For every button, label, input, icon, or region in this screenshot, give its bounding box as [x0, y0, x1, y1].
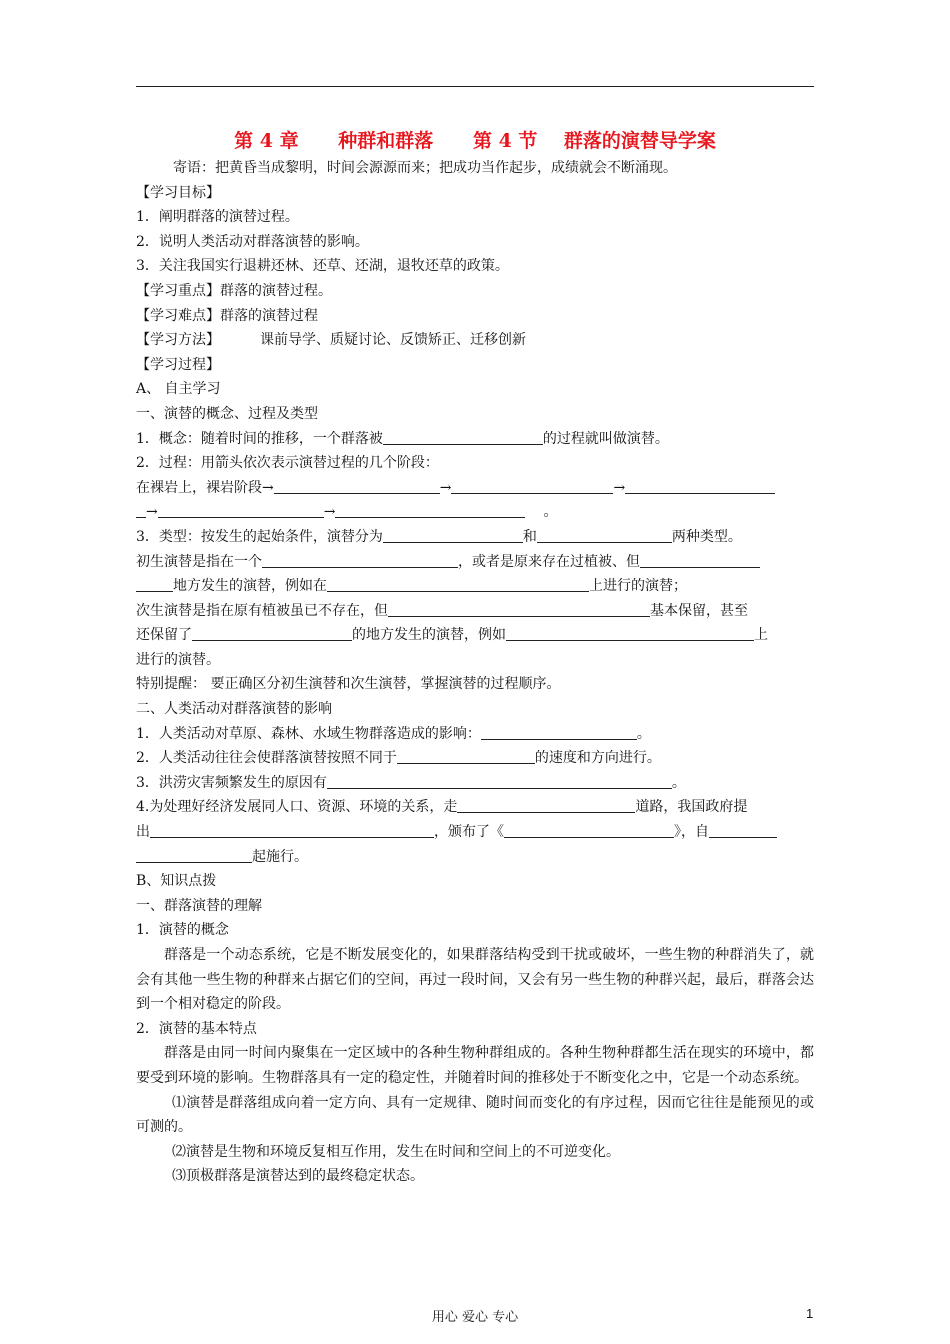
q3-and: 和: [522, 528, 537, 545]
secondary-succession-line: [136, 599, 814, 624]
subheading: 2．演替的基本特点: [136, 1020, 257, 1037]
q3-text: 3．类型：按发生的起始条件，演替分为: [136, 528, 383, 545]
h4-text-e: 》，自: [674, 824, 709, 841]
goal-item: 3．关注我国实行退耕还林、还草、还湖，退牧还草的政策。: [136, 258, 509, 275]
method-text: 课前导学、质疑讨论、反馈矫正、迁移创新: [260, 332, 526, 349]
human-impact-4-end: [136, 845, 814, 870]
human-impact-4: [136, 795, 814, 820]
h3-text: 3．洪涝灾害频繁发生的原因有: [136, 774, 327, 791]
primary-succession-line: [136, 550, 814, 575]
footer-slogan: 用心 爱心 专心: [431, 1310, 519, 1325]
answer-blank[interactable]: [262, 553, 458, 568]
answer-blank[interactable]: [383, 528, 523, 543]
answer-blank[interactable]: [274, 479, 440, 494]
period: 。: [671, 774, 686, 791]
part-b-heading: B、知识点拨: [136, 873, 217, 890]
arrow-icon: →: [613, 479, 626, 496]
answer-blank[interactable]: [335, 503, 525, 518]
focus-line: 【学习重点】群落的演替过程。: [136, 282, 332, 299]
p1-text-mid: ，或者是原来存在过植被、但: [458, 553, 640, 570]
answer-blank[interactable]: [625, 479, 775, 494]
p2-text-e: 上: [754, 627, 768, 644]
p1-text: 初生演替是指在一个: [136, 553, 262, 570]
motto: 寄语：把黄昏当成黎明，时间会源源而来；把成功当作起步，成绩就会不断涌现。: [173, 160, 677, 176]
method-label: 【学习方法】: [136, 332, 220, 349]
arrow-icon: →: [323, 504, 336, 521]
arrow-icon: →: [146, 504, 158, 521]
h2-text: 2．人类活动往往会使群落演替按照不同于: [136, 750, 397, 767]
question-2-stages: [136, 476, 814, 501]
goal-item: 1．阐明群落的演替过程。: [136, 209, 299, 226]
answer-blank[interactable]: [709, 823, 777, 838]
question-2: 2．过程：用箭头依次表示演替过程的几个阶段：: [136, 455, 439, 472]
point-1: ⑴演替是群落组成向着一定方向、具有一定规律、随时间而变化的有序过程，因而它往往是能预见的或可测的。: [136, 1094, 814, 1136]
part-a-heading: A、 自主学习: [136, 381, 221, 398]
paragraph: 群落是由同一时间内聚集在一定区域中的各种生物种群组成的。各种生物种群都生活在现实的环境中，都要受到环境的影响。生物群落具有一定的稳定性，并随着时间的推移处于不断变化之中，它是一个动态系统。: [136, 1045, 814, 1086]
q2-stage-start: 在裸岩上，裸岩阶段→: [136, 479, 274, 496]
answer-blank[interactable]: [383, 430, 543, 445]
process-header: 【学习过程】: [136, 356, 220, 373]
q3-text-end: 两种类型。: [671, 528, 742, 545]
human-impact-4-cont: [136, 820, 814, 845]
p2-text: 次生演替是指在原有植被虽已不存在，但: [136, 602, 388, 619]
answer-blank[interactable]: [388, 602, 650, 617]
primary-succession-line-2: [136, 574, 814, 599]
difficulty-line: 【学习难点】群落的演替过程: [136, 307, 318, 324]
question-2-stages-cont: [136, 500, 814, 525]
arrow-icon: →: [439, 479, 452, 496]
section-2-heading: 二、人类活动对群落演替的影响: [136, 701, 332, 718]
answer-blank[interactable]: [504, 823, 674, 838]
answer-blank[interactable]: [158, 503, 324, 518]
answer-blank[interactable]: [481, 725, 637, 740]
answer-blank[interactable]: [327, 774, 672, 789]
subheading: 1．演替的概念: [136, 922, 229, 939]
human-impact-3: [136, 771, 814, 796]
period: 。: [636, 725, 651, 742]
answer-blank[interactable]: [150, 823, 434, 838]
p2-text-d: 的地方发生的演替，例如: [352, 627, 506, 644]
question-1: [136, 427, 814, 452]
answer-blank[interactable]: [136, 577, 173, 592]
h4-text-end: 起施行。: [252, 848, 308, 865]
h4-text: 4.为处理好经济发展同人口、资源、环境的关系，走: [136, 799, 458, 816]
answer-blank[interactable]: [451, 479, 613, 494]
goals-header: 【学习目标】: [136, 184, 220, 201]
p2-text-c: 还保留了: [136, 627, 192, 644]
point-2: ⑵演替是生物和环境反复相互作用，发生在时间和空间上的不可逆变化。: [172, 1143, 620, 1160]
answer-blank[interactable]: [457, 798, 635, 813]
human-impact-2: [136, 746, 814, 771]
answer-blank[interactable]: [136, 848, 252, 863]
h1-text: 1．人类活动对草原、森林、水域生物群落造成的影响：: [136, 725, 481, 742]
point-3: ⑶顶极群落是演替达到的最终稳定状态。: [172, 1168, 424, 1185]
answer-blank[interactable]: [537, 528, 672, 543]
special-reminder: 特别提醒： 要正确区分初生演替和次生演替，掌握演替的过程顺序。: [136, 676, 561, 693]
goal-item: 2．说明人类活动对群落演替的影响。: [136, 233, 369, 250]
h4-text-c: 出: [136, 824, 150, 841]
h4-text-d: ，颁布了《: [434, 824, 504, 841]
answer-blank[interactable]: [397, 749, 535, 764]
page-title: 第 4 章 种群和群落 第 4 节 群落的演替导学案: [234, 130, 716, 152]
h4-text-b: 道路，我国政府提: [635, 799, 748, 816]
document-body: [136, 126, 814, 1189]
h2-text-end: 的速度和方向进行。: [534, 750, 661, 767]
human-impact-1: [136, 722, 814, 747]
answer-blank[interactable]: [136, 503, 146, 518]
section-1-heading: 一、演替的概念、过程及类型: [136, 405, 318, 422]
secondary-succession-line-3: 进行的演替。: [136, 651, 220, 668]
method-line: [136, 328, 814, 353]
answer-blank[interactable]: [640, 553, 760, 568]
q1-text: 1．概念：随着时间的推移，一个群落被: [136, 430, 383, 447]
question-3: [136, 525, 814, 550]
p2-text-mid: 基本保留，甚至: [650, 602, 748, 619]
q1-text-end: 的过程就叫做演替。: [542, 430, 669, 447]
answer-blank[interactable]: [192, 626, 352, 641]
secondary-succession-line-2: [136, 623, 814, 648]
section-b1-heading: 一、群落演替的理解: [136, 897, 262, 914]
answer-blank[interactable]: [327, 577, 589, 592]
page-number: 1: [806, 1306, 814, 1321]
p1-text-c: 地方发生的演替，例如在: [173, 578, 327, 595]
header-rule: [136, 86, 814, 87]
answer-blank[interactable]: [506, 626, 754, 641]
paragraph: 群落是一个动态系统，它是不断发展变化的，如果群落结构受到干扰或破坏，一些生物的种群消失了，就会有其他一些生物的种群来占据它们的空间，再过一段时间，又会有另一些生物的种群兴起，最后，群落会达到一个相对稳定的阶段。: [136, 947, 814, 1013]
p1-text-end: 上进行的演替；: [589, 578, 687, 595]
period: 。: [543, 504, 558, 521]
